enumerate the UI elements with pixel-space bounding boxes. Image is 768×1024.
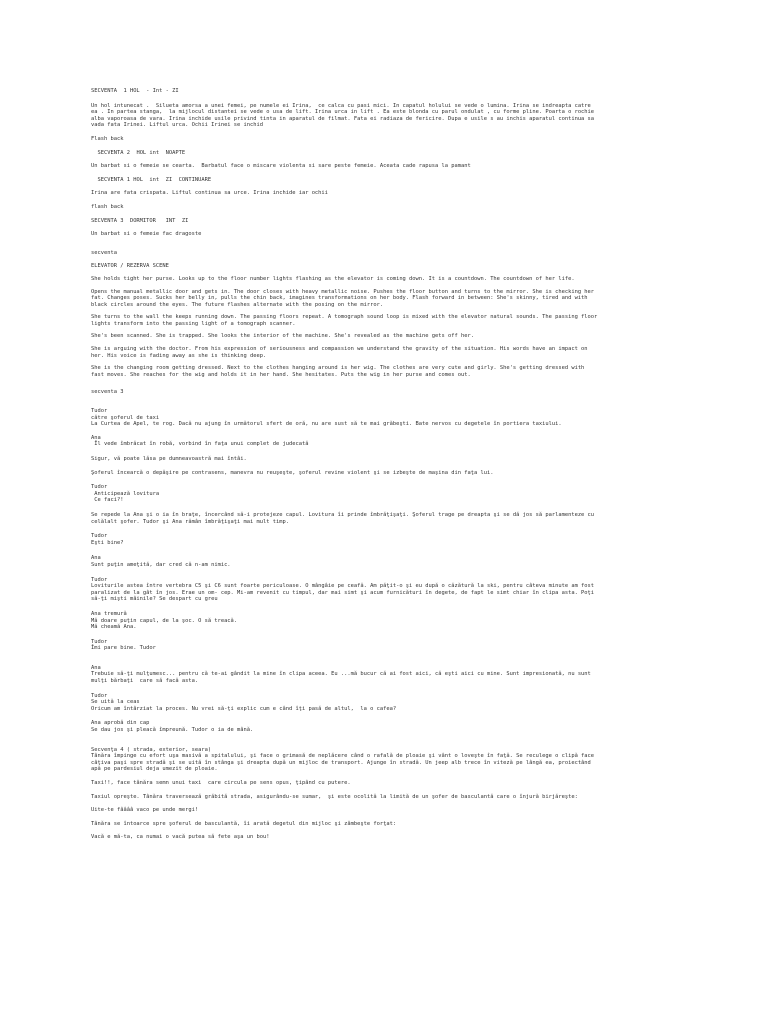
script-block xyxy=(91,150,691,157)
script-block xyxy=(91,665,691,685)
script-line: Secvenţa 4 ( strada, exterior, seara) xyxy=(91,746,212,753)
script-line: Îl vede îmbrăcat în robă, vorbind în faţa unui complet de judecată xyxy=(91,441,309,448)
script-block xyxy=(91,276,691,283)
script-line: Ce faci?! xyxy=(91,497,124,504)
script-block xyxy=(91,289,691,309)
script-line: lights transform into the passing light of a tomograph scanner. xyxy=(91,320,296,327)
script-line: Tânăra împinge cu efort uşa masivă a spitalului, şi face o grimasă de neplăcere când o rafală de ploaie şi vânt o loveşte în faţă. Se reculege o clipă face xyxy=(91,753,595,760)
script-line: secventa xyxy=(91,249,117,256)
script-line: Anticipează lovitura xyxy=(91,490,160,497)
script-line: Tudor xyxy=(91,484,108,491)
script-line: La Curtea de Apel, te rog. Dacă nu ajung în următorul sfert de oră, nu are sust să te mai grăbeşti. Bate nervos cu degetele în portiera taxiului. xyxy=(91,421,562,428)
script-block xyxy=(91,821,691,828)
script-line: Opens the manual metallic door and gets in. The door closes with heavy metallic noise. Pushes the floor button and turns to the mirror. She is checking her xyxy=(91,288,595,295)
script-line: Şoferul încearcă o depăşire pe contrasens, manevra nu reuşeşte, şoferul revine violent şi se izbeşte de maşina din faţa lui. xyxy=(91,469,494,476)
script-block xyxy=(91,333,691,340)
script-block xyxy=(91,470,691,477)
script-line: Se uită la ceas xyxy=(91,699,140,706)
script-line: black circles around the eyes. The future flashes alternate with the posing on the mirror. xyxy=(91,301,384,308)
script-line: Tudor xyxy=(91,576,108,583)
script-line: apă pe pardesiul deja umezit de ploaie. xyxy=(91,766,218,773)
script-line: Tânăra se întoarce spre şoferul de basculantă, îi arată degetul din mijloc şi zâmbeşte forţat: xyxy=(91,820,397,827)
script-line: Uite-te fââââ vaco pe unde mergi! xyxy=(91,807,199,814)
script-block xyxy=(91,365,691,378)
script-line: Trebuie să-ţi mulţumesc... pentru că te-ai gândit la mine în clipa aceea. Eu ...mă bucur că ai fost aici, că eşti aici cu mine. Sunt impresionată, nu sunt xyxy=(91,671,591,678)
script-line: Sigur, vă poate lăsa pe dumneavoastră mai întâi. xyxy=(91,456,247,462)
script-line: Mă cheamă Ana. xyxy=(91,624,137,631)
script-block xyxy=(91,639,691,652)
script-line: către şoferul de taxi xyxy=(91,414,160,421)
script-line: Loviturile astea între vertebra C5 şi C6 sunt foarte periculoase. O mângâie pe ceafă. Am păţit-o şi eu după o căzătură la ski, pentru câteva minute am fost xyxy=(91,583,595,590)
script-line: să-ţi mişti mâinile? Se despart cu greu xyxy=(91,596,218,603)
script-line: SECVENTA 1 HOL int ZI CONTINUARE xyxy=(91,176,212,183)
script-line: Un barbat si o femeie fac dragoste xyxy=(91,231,202,238)
script-block xyxy=(91,533,691,546)
script-line: Un barbat si o femeie se cearta. Barbatul face o miscare violenta si sare peste femeie. Aceata cade rapusa la pamant xyxy=(91,163,471,170)
script-line: Oricum am întârziat la proces. Nu vrei să-ţi explic cum e când îţi pasă de altul, la o cafea? xyxy=(91,705,397,712)
script-line: Irina are fata crispata. Liftul continua sa urce. Irina inchide iar ochii xyxy=(91,190,328,197)
script-block xyxy=(91,747,691,773)
script-line: Taxi!!, face tânăra semn unui taxi care circula pe sens opus, ţipând cu putere. xyxy=(91,780,351,786)
script-page xyxy=(91,88,691,841)
script-line: Se repede la Ana şi o ia în braţe, încercând să-i protejeze capul. Lovitura îi prinde îmbrăţişaţi. Şoferul trage pe dreapta şi se dă jos să parlamenteze cu xyxy=(91,511,595,518)
script-block xyxy=(91,577,691,603)
script-line: fast moves. She reaches for the wig and holds it in her hand. She hesitates. Puts the wig in her purse and comes out. xyxy=(91,371,471,378)
script-line: She's been scanned. She is trapped. She looks the interior of the machine. She's revealed as the machine gets off her. xyxy=(91,333,474,340)
script-block xyxy=(91,456,691,463)
script-line: Sunt puţin ameţită, dar cred că n-am nimic. xyxy=(91,561,231,568)
script-block xyxy=(91,484,691,504)
script-line: ea . In partea stanga, la mijlocul distantei se vede o usa de lift. Irina urca in lift . Ea este blonda cu parul ondulat , cu forme pline. Poarta o rochie xyxy=(91,109,595,116)
script-block xyxy=(91,555,691,568)
script-block xyxy=(91,435,691,448)
script-block xyxy=(91,314,691,327)
script-line: Ana xyxy=(91,664,101,671)
script-line: She turns to the wall the keeps running down. The passing floors repeat. A tomograph sound loop is mixed with the elevator natural sounds. The passing floor xyxy=(91,314,598,321)
script-block xyxy=(91,611,691,631)
script-line: her. His voice is fading away as she is thinking deep. xyxy=(91,352,267,359)
script-line: flash back xyxy=(91,203,124,210)
script-line: SECVENTA 3 DORMITOR INT ZI xyxy=(91,217,189,224)
script-block xyxy=(91,389,691,396)
script-block xyxy=(91,408,691,428)
script-line: She holds tight her purse. Looks up to the floor number lights flashing as the elevator is coming down. It is a countdown. The countdown of her life. xyxy=(91,275,575,282)
script-line: câţiva paşi spre stradă şi se uită în stânga şi dreapta după un mijloc de transport. Ajunge în stradă. Un jeep alb trece în viteză pe lângă ea, proiectând xyxy=(91,759,591,766)
script-block xyxy=(91,794,691,801)
script-line: alba vaporoasa de vara. Irina inchide usile privind tinta in aparatul de filmat. Fata ei radiaza de fericire. Dupa e usile s au inchis aparatul continua sa xyxy=(91,115,595,122)
script-block xyxy=(91,693,691,713)
script-line: Tudor xyxy=(91,408,108,415)
script-block xyxy=(91,103,691,129)
script-line: Un hol intunecat . Silueta amorsa a unei femei, pe numele ei Irina, ce calca cu pasi mici. In capatul holului se vede o lumina. Irina se indreapta catre xyxy=(91,102,591,109)
script-line: celălalt şofer. Tudor şi Ana rămân îmbrăţişaţi mai mult timp. xyxy=(91,518,289,525)
script-block xyxy=(91,218,691,225)
script-line: Flash back xyxy=(91,135,124,142)
script-line: secventa 3 xyxy=(91,389,124,396)
script-line: Îmi pare bine. Tudor xyxy=(91,645,156,652)
script-line: Tudor xyxy=(91,692,108,699)
script-block xyxy=(91,512,691,525)
script-line: SECVENTA 1 HOL - Int - ZI xyxy=(91,88,179,94)
script-line: fat. Changes poses. Sucks her belly in, pulls the chin back, imagines transformations on her body. Flash forward in between: She's skinny, tired and with xyxy=(91,295,588,302)
script-line: ELEVATOR / REZERVA SCENE xyxy=(91,263,169,270)
script-line: Tudor xyxy=(91,638,108,645)
script-block xyxy=(91,720,691,733)
script-line: She is arguing with the doctor. From his expression of seriousness and compassion we understand the gravity of the situation. His words have an impact on xyxy=(91,346,588,353)
script-line: Vacă e mă-ta, ca numai o vacă putea să fete aşa un bou! xyxy=(91,834,270,841)
script-block xyxy=(91,807,691,814)
script-block xyxy=(91,250,691,257)
script-line: Ana tremură xyxy=(91,610,127,617)
script-line: She is the changing room getting dressed. Next to the clothes hanging around is her wig. The clothes are very cute and girly. She's getting dressed with xyxy=(91,365,585,372)
script-block xyxy=(91,346,691,359)
script-block xyxy=(91,834,691,841)
script-block xyxy=(91,204,691,211)
script-block xyxy=(91,88,691,95)
script-line: Ana aprobă din cap xyxy=(91,720,150,727)
script-block xyxy=(91,231,691,238)
script-line: Taxiul opreşte. Tânăra traversează grăbită strada, asigurându-se sumar, şi este ocolită la limită de un şofer de basculantă care o înjură birjăreşte: xyxy=(91,793,578,800)
script-line: Se dau jos şi pleacă împreună. Tudor o ia de mână. xyxy=(91,727,254,734)
script-line: SECVENTA 2 HOL int NOAPTE xyxy=(91,149,186,156)
script-line: Mă doare puţin capul, de la şoc. O să treacă. xyxy=(91,617,238,624)
script-line: vada fata Irinei. Liftul urca. Ochii Irinei se inchid xyxy=(91,122,264,129)
script-block xyxy=(91,136,691,143)
script-line: mulţi bărbaţi care să facă asta. xyxy=(91,678,199,685)
script-block xyxy=(91,177,691,184)
script-block xyxy=(91,780,691,787)
script-line: paralizat de la gât în jos. Erae un om- cep. Mi-am revenit cu timpul, dar mai simt şi acum furnicături în degete, de fapt le simt chiar în clipa asta. Poţi xyxy=(91,589,595,596)
script-block xyxy=(91,163,691,170)
script-block xyxy=(91,190,691,197)
script-line: Eşti bine? xyxy=(91,539,124,546)
script-line: Ana xyxy=(91,434,101,441)
script-line: Tudor xyxy=(91,533,108,540)
script-line: Ana xyxy=(91,555,101,562)
script-block xyxy=(91,263,691,270)
